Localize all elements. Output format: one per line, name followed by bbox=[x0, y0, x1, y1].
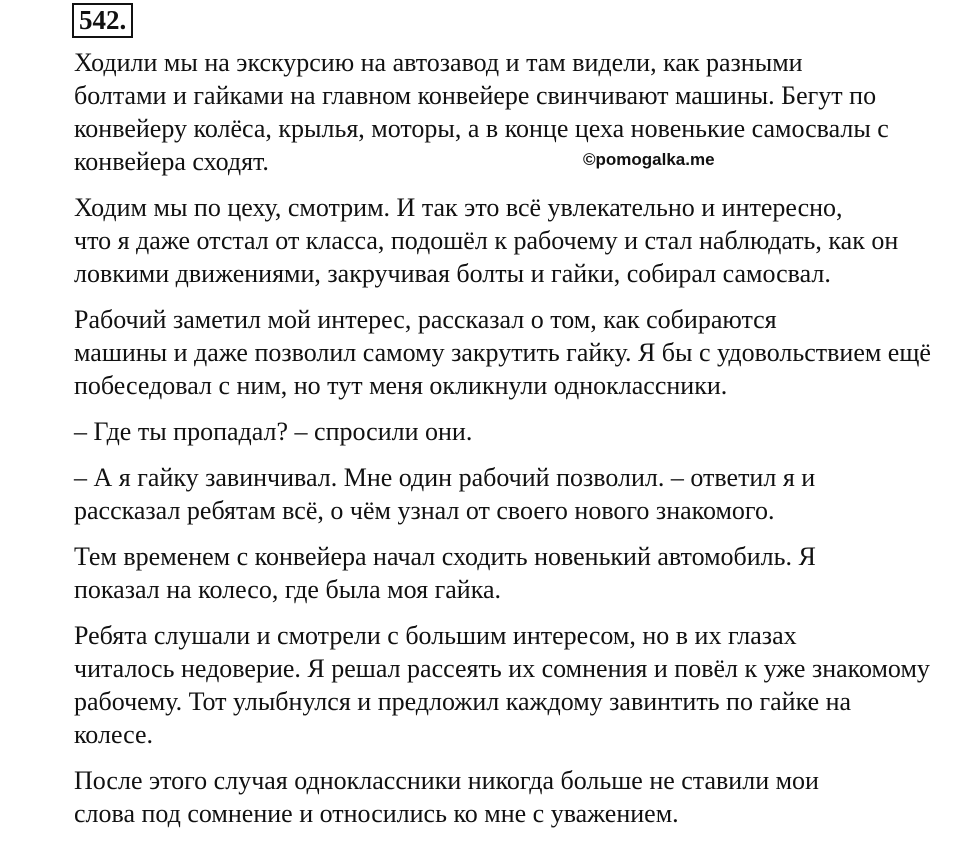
text-line: Тем временем с конвейера начал сходить новенький автомобиль. Я bbox=[74, 542, 816, 571]
text-line: болтами и гайками на главном конвейере свинчивают машины. Бегут по bbox=[74, 81, 877, 110]
text-line: конвейеру колёса, крылья, моторы, а в конце цеха новенькие самосвалы с bbox=[74, 114, 889, 143]
text-line: ловкими движениями, закручивая болты и гайки, собирал самосвал. bbox=[74, 259, 831, 288]
text-line: Ребята слушали и смотрели с большим интересом, но в их глазах bbox=[74, 621, 797, 650]
text-line: Ходили мы на экскурсию на автозавод и там видели, как разными bbox=[74, 48, 803, 77]
text-line: Ходим мы по цеху, смотрим. И так это всё увлекательно и интересно, bbox=[74, 193, 843, 222]
text-line: что я даже отстал от класса, подошёл к рабочему и стал наблюдать, как он bbox=[74, 226, 899, 255]
paragraph-3 bbox=[4, 303, 960, 402]
paragraph-7 bbox=[4, 619, 960, 751]
text-line: – А я гайку завинчивал. Мне один рабочий позволил. – ответил я и bbox=[74, 463, 816, 492]
paragraph-8 bbox=[4, 764, 960, 830]
text-line: рассказал ребятам всё, о чём узнал от своего нового знакомого. bbox=[74, 496, 775, 525]
text-line: показал на колесо, где была моя гайка. bbox=[74, 575, 501, 604]
text-line: рабочему. Тот улыбнулся и предложил каждому завинтить по гайке на bbox=[74, 687, 852, 716]
story-text bbox=[4, 46, 960, 843]
paragraph-5 bbox=[4, 461, 960, 527]
paragraph-1 bbox=[4, 46, 960, 178]
text-line: слова под сомнение и относились ко мне с уважением. bbox=[74, 799, 679, 828]
text-line: После этого случая одноклассники никогда больше не ставили мои bbox=[74, 766, 819, 795]
text-line: Рабочий заметил мой интерес, рассказал о том, как собираются bbox=[74, 305, 777, 334]
paragraph-2 bbox=[4, 191, 960, 290]
text-line: – Где ты пропадал? – спросили они. bbox=[74, 417, 473, 446]
exercise-number: 542. bbox=[72, 3, 133, 38]
text-line: конвейера сходят. bbox=[74, 147, 269, 176]
paragraph-4 bbox=[4, 415, 960, 448]
text-line: читалось недоверие. Я решал рассеять их сомнения и повёл к уже знакомому bbox=[74, 654, 930, 683]
text-line: побеседовал с ним, но тут меня окликнули одноклассники. bbox=[74, 371, 728, 400]
watermark-text: ©pomogalka.me bbox=[583, 150, 715, 169]
text-line: машины и даже позволил самому закрутить гайку. Я бы с удовольствием ещё bbox=[74, 338, 931, 367]
paragraph-6 bbox=[4, 540, 960, 606]
text-line: колесе. bbox=[74, 720, 154, 749]
